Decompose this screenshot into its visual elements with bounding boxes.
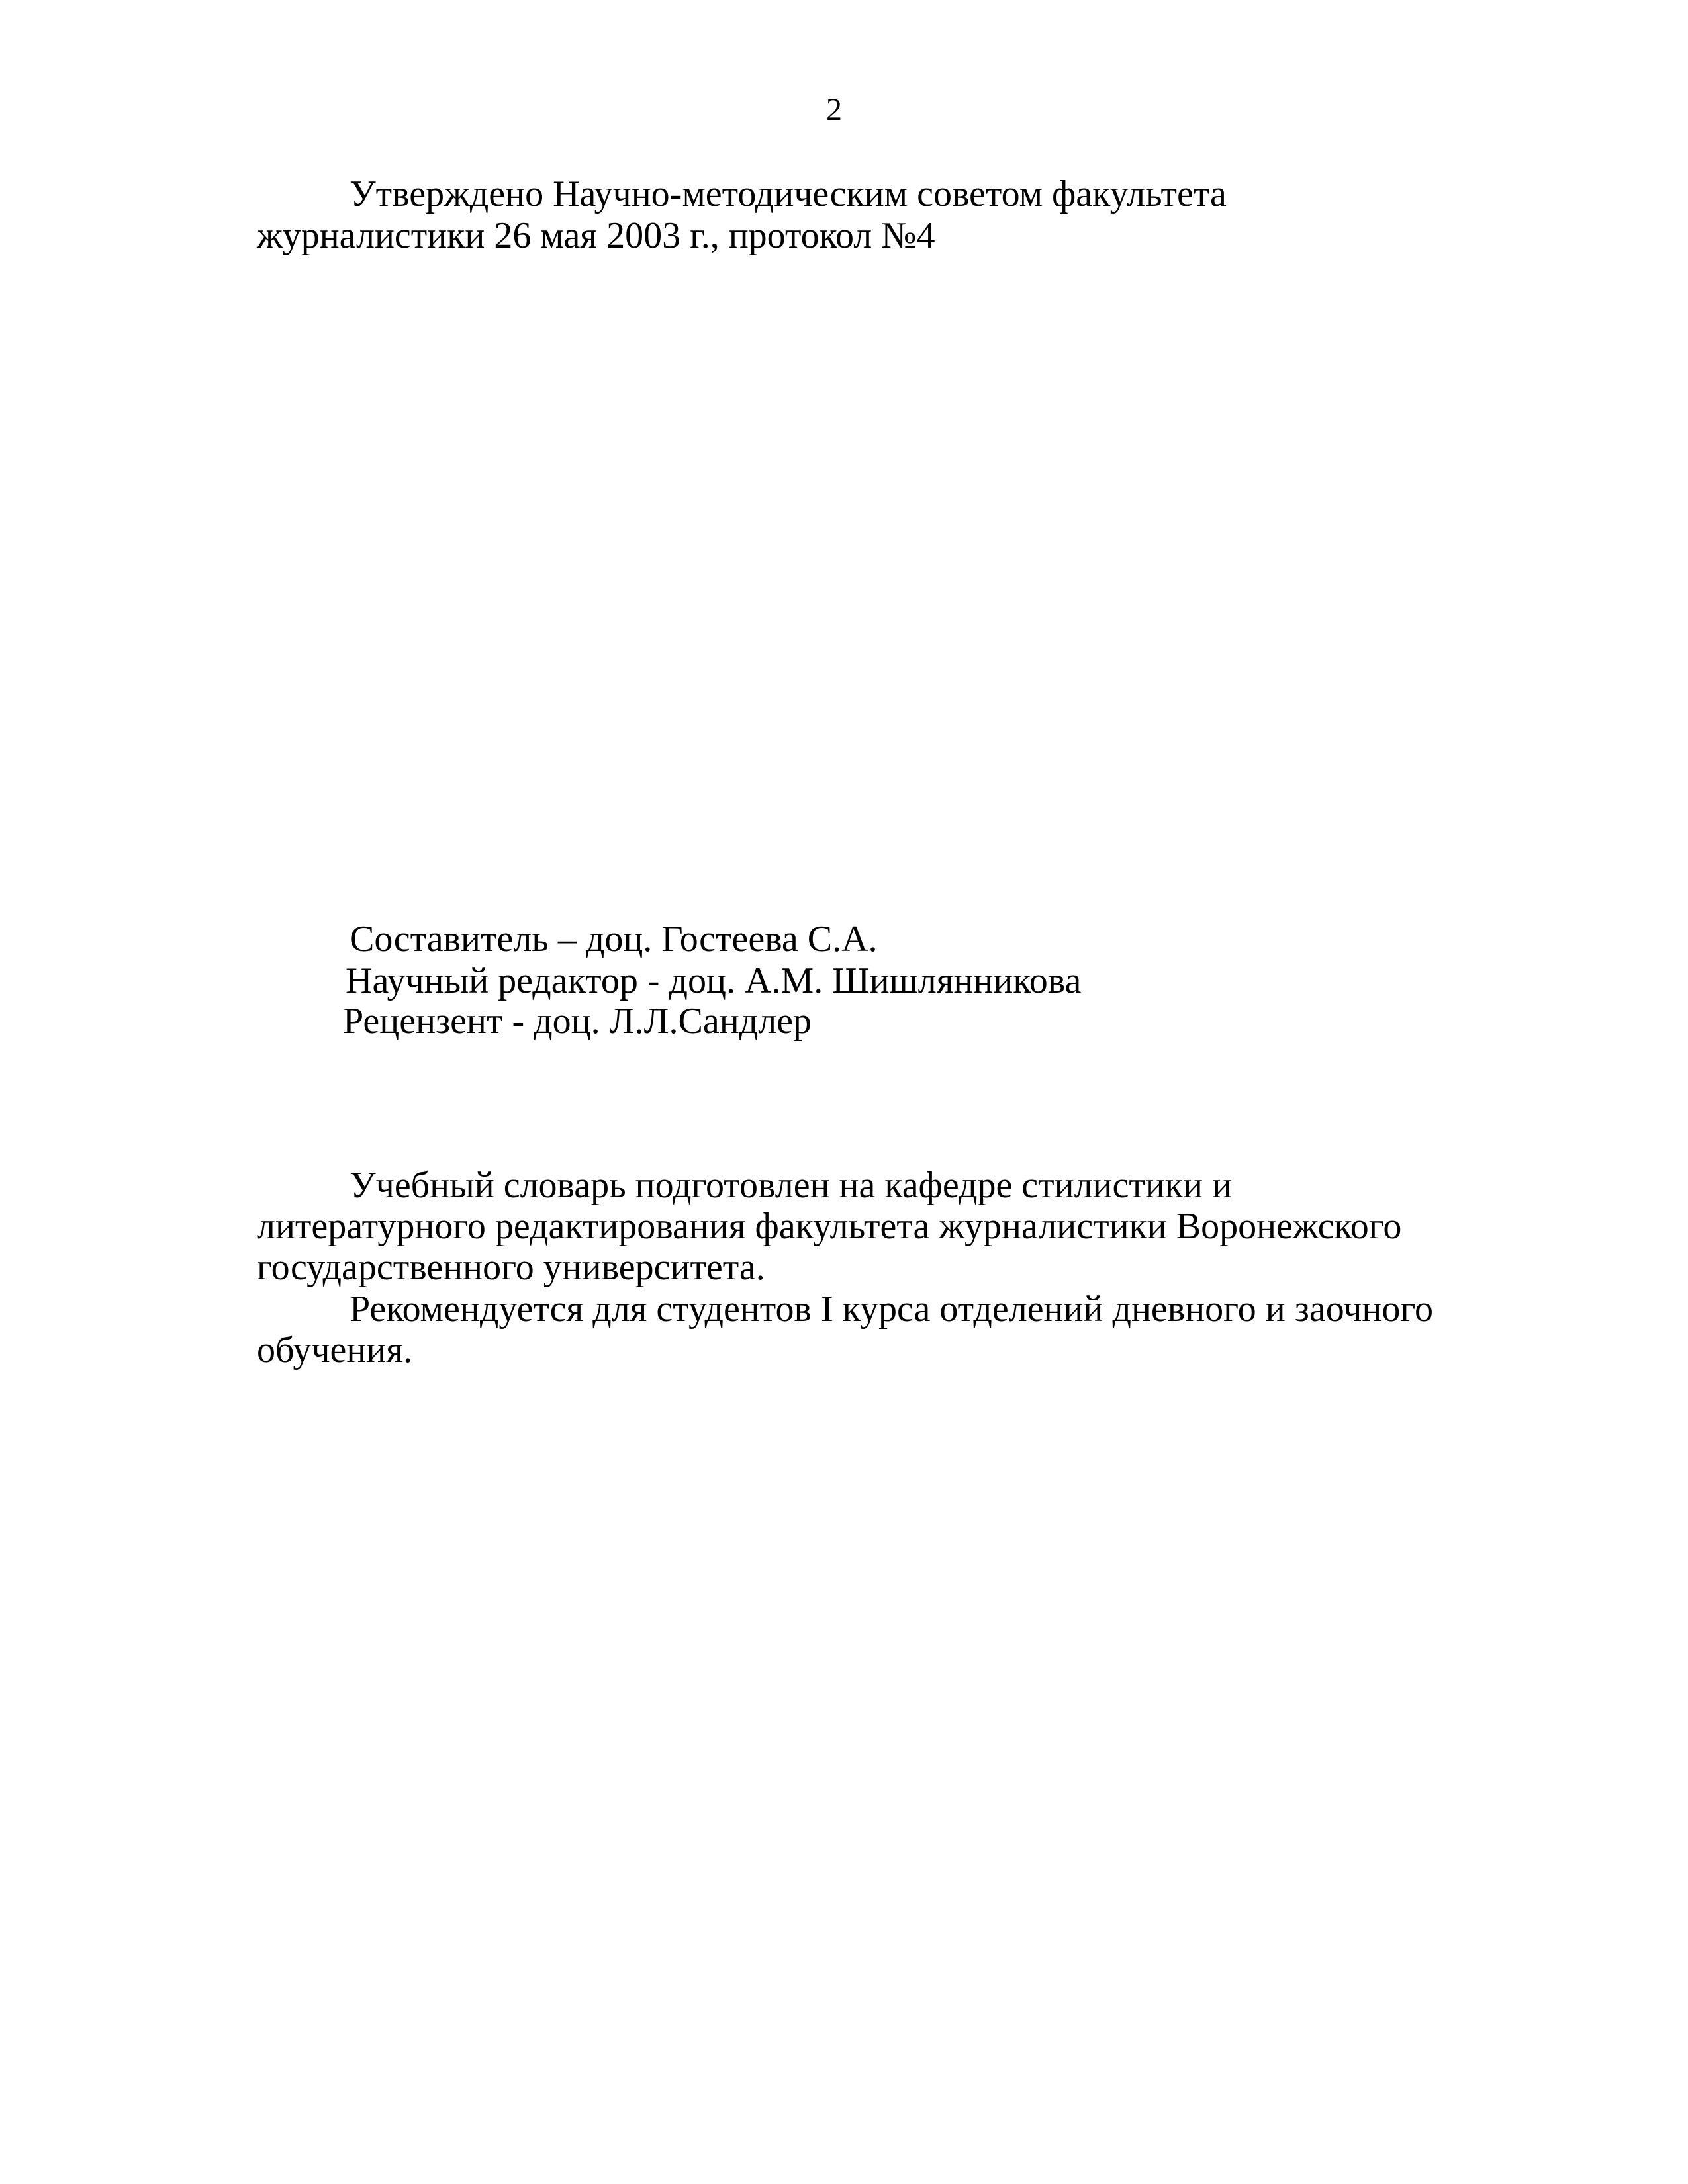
compiler-credit: Составитель – доц. Гостеева С.А. <box>350 919 878 960</box>
approval-line-2: журналистики 26 мая 2003 г., протокол №4 <box>257 215 935 256</box>
recommendation-line-1: Рекомендуется для студентов I курса отделений дневного и заочного <box>350 1289 1433 1330</box>
approval-line-1: Утверждено Научно-методическим советом факультета <box>350 173 1227 214</box>
description-line-2: литературного редактирования факультета журналистики Воронежского <box>257 1206 1402 1247</box>
page-number: 2 <box>826 92 842 127</box>
description-line-3: государственного университета. <box>257 1247 765 1288</box>
recommendation-line-2: обучения. <box>257 1330 413 1371</box>
editor-credit: Научный редактор - доц. А.М. Шишлянникова <box>346 960 1082 1001</box>
reviewer-credit: Рецензент - доц. Л.Л.Сандлер <box>343 1001 812 1042</box>
description-line-1: Учебный словарь подготовлен на кафедре стилистики и <box>350 1165 1232 1206</box>
